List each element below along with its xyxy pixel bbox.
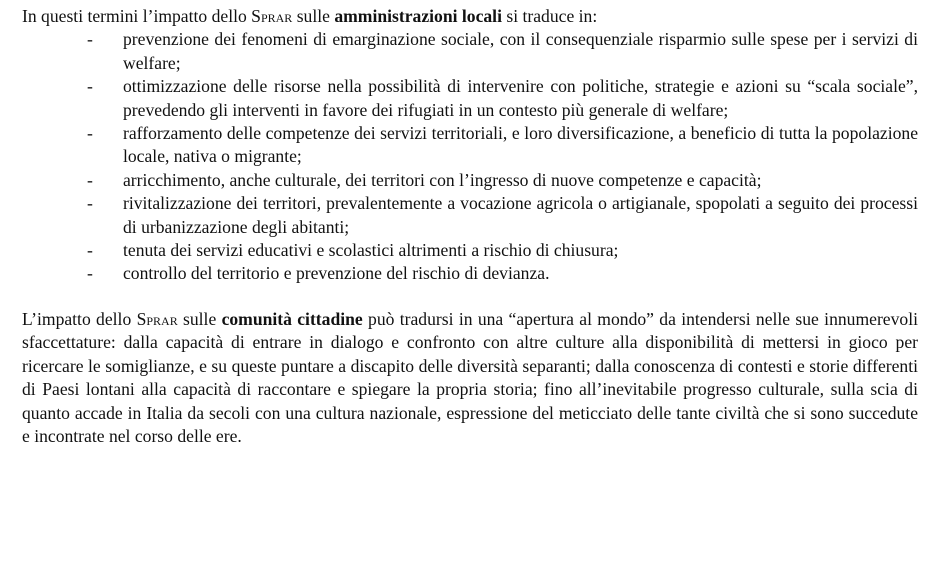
- bullet-dash: -: [87, 193, 93, 214]
- sprar-acronym: Sprar: [136, 308, 178, 329]
- intro-bold-term: amministrazioni locali: [334, 6, 502, 26]
- community-bold-term: comunità cittadine: [221, 308, 363, 329]
- paragraph-spacer: [22, 286, 918, 308]
- list-item-text: rafforzamento delle competenze dei servizi territoriali, e loro diversificazione, a beneficio di tutta la popolazione locale, nativa o migrante;: [123, 123, 918, 167]
- bullet-dash: -: [87, 123, 93, 144]
- sprar-acronym: Sprar: [251, 6, 293, 26]
- list-item: [22, 122, 918, 169]
- community-text-start: L’impatto dello: [22, 308, 137, 329]
- bullet-dash: -: [87, 29, 93, 50]
- list-item-text: controllo del territorio e prevenzione del rischio di devianza.: [123, 263, 550, 284]
- bullet-dash: -: [87, 240, 93, 261]
- bullet-dash: -: [87, 169, 93, 190]
- intro-text-start: In questi termini l’impatto dello: [22, 6, 252, 26]
- impact-list: [22, 28, 918, 285]
- list-item: [22, 75, 918, 122]
- list-item-text: rivitalizzazione dei territori, prevalentemente a vocazione agricola o artigianale, spopolati a seguito dei processi di urbanizzazione degli abitanti;: [123, 193, 918, 237]
- list-item: [22, 239, 918, 262]
- list-item: [22, 28, 918, 75]
- community-text-body: può tradursi in una “apertura al mondo” da intendersi nelle sue innumerevoli sfaccettature: dalla capacità di entrare in dialogo e confronto con altre culture alla disponibilità di mettersi in gioco per ricercare le somiglianze, e su queste puntare a discapito delle diversità separanti; dalla conoscenza di contesti e storie differenti di Paesi lontani alla capacità di raccontare e spiegare la propria storia; fino all’inevitabile progresso culturale, sulla scia di quanto accade in Italia da secoli con una cultura nazionale, espressione del meticciato delle tante civiltà che si sono succedute e incontrate nel corso delle ere.: [22, 308, 918, 446]
- list-item-text: ottimizzazione delle risorse nella possibilità di intervenire con politiche, strategie e azioni su “scala sociale”, prevedendo gli interventi in favore dei rifugiati in un contesto più generale di welfare;: [123, 76, 918, 120]
- list-item-text: prevenzione dei fenomeni di emarginazione sociale, con il consequenziale risparmio sulle spese per i servizi di welfare;: [123, 29, 918, 73]
- intro-text-end: si traduce in:: [501, 6, 598, 26]
- intro-paragraph: [22, 5, 918, 28]
- community-paragraph: [22, 308, 918, 448]
- intro-text-middle: sulle: [292, 6, 335, 26]
- list-item: [22, 192, 918, 239]
- list-item: [22, 262, 918, 285]
- list-item: [22, 169, 918, 192]
- list-item-text: arricchimento, anche culturale, dei territori con l’ingresso di nuove competenze e capacità;: [123, 169, 762, 190]
- bullet-dash: -: [87, 76, 93, 97]
- list-item-text: tenuta dei servizi educativi e scolastici altrimenti a rischio di chiusura;: [123, 240, 619, 261]
- community-text-middle: sulle: [177, 308, 222, 329]
- bullet-dash: -: [87, 263, 93, 284]
